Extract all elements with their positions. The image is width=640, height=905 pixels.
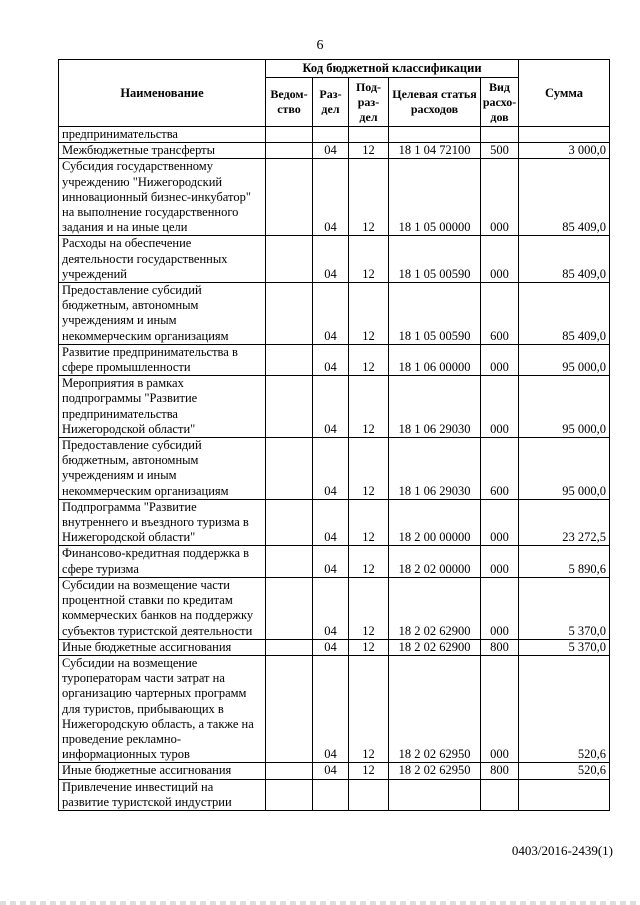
table-row: [59, 577, 610, 639]
cell-name: Иные бюджетные ассигнования: [59, 763, 266, 779]
cell-vid: 800: [481, 639, 519, 655]
cell-summa: 95 000,0: [519, 438, 610, 500]
cell-ved: [266, 127, 313, 143]
cell-podrazdel: 12: [349, 577, 389, 639]
scan-edge: [0, 901, 640, 905]
cell-summa: 95 000,0: [519, 376, 610, 438]
table-body: [59, 127, 610, 811]
table-row: [59, 655, 610, 762]
cell-vid: [481, 127, 519, 143]
table-row: [59, 236, 610, 283]
cell-statya: 18 1 06 29030: [389, 376, 481, 438]
cell-razdel: [313, 779, 349, 810]
cell-ved: [266, 655, 313, 762]
cell-ved: [266, 438, 313, 500]
cell-ved: [266, 577, 313, 639]
table-row: [59, 344, 610, 375]
cell-statya: 18 1 05 00590: [389, 283, 481, 345]
cell-statya: 18 1 05 00000: [389, 159, 481, 236]
cell-ved: [266, 283, 313, 345]
cell-name: Предоставление субсидий бюджетным, автономным учреждениям и иным некоммерческим организациям: [59, 438, 266, 500]
cell-summa: 85 409,0: [519, 283, 610, 345]
cell-summa: 95 000,0: [519, 344, 610, 375]
cell-vid: 000: [481, 546, 519, 577]
cell-summa: [519, 779, 610, 810]
header-celevaya: Целевая статья расходов: [389, 78, 481, 127]
cell-vid: 000: [481, 344, 519, 375]
cell-podrazdel: 12: [349, 763, 389, 779]
cell-ved: [266, 236, 313, 283]
cell-summa: 85 409,0: [519, 159, 610, 236]
cell-name: Подпрограмма "Развитие внутреннего и въездного туризма в Нижегородской области": [59, 499, 266, 546]
header-podrazdel: Под-раз-дел: [349, 78, 389, 127]
cell-podrazdel: [349, 779, 389, 810]
cell-name: Развитие предпринимательства в сфере промышленности: [59, 344, 266, 375]
cell-name: Иные бюджетные ассигнования: [59, 639, 266, 655]
cell-statya: 18 2 02 62900: [389, 639, 481, 655]
table-row: [59, 127, 610, 143]
table-row: [59, 546, 610, 577]
cell-podrazdel: 12: [349, 639, 389, 655]
cell-summa: 520,6: [519, 655, 610, 762]
cell-statya: 18 1 05 00590: [389, 236, 481, 283]
cell-name: Мероприятия в рамках подпрограммы "Развитие предпринимательства Нижегородской области": [59, 376, 266, 438]
cell-vid: 500: [481, 143, 519, 159]
cell-podrazdel: 12: [349, 655, 389, 762]
cell-name: Предоставление субсидий бюджетным, автономным учреждениям и иным некоммерческим организациям: [59, 283, 266, 345]
table-row: [59, 639, 610, 655]
cell-podrazdel: 12: [349, 236, 389, 283]
cell-razdel: 04: [313, 438, 349, 500]
cell-vid: 800: [481, 763, 519, 779]
cell-statya: 18 2 02 62900: [389, 577, 481, 639]
cell-vid: 000: [481, 236, 519, 283]
header-vedomstvo: Ведом-ство: [266, 78, 313, 127]
cell-vid: 000: [481, 655, 519, 762]
cell-statya: 18 1 04 72100: [389, 143, 481, 159]
cell-summa: 5 370,0: [519, 639, 610, 655]
cell-razdel: 04: [313, 376, 349, 438]
cell-razdel: 04: [313, 655, 349, 762]
table-row: [59, 438, 610, 500]
cell-summa: [519, 127, 610, 143]
cell-razdel: [313, 127, 349, 143]
cell-podrazdel: 12: [349, 546, 389, 577]
cell-podrazdel: 12: [349, 344, 389, 375]
cell-podrazdel: 12: [349, 376, 389, 438]
cell-name: Межбюджетные трансферты: [59, 143, 266, 159]
header-code-group: Код бюджетной классификации: [266, 60, 519, 78]
cell-summa: 5 370,0: [519, 577, 610, 639]
cell-summa: 520,6: [519, 763, 610, 779]
document-code: 0403/2016-2439(1): [511, 843, 613, 858]
cell-podrazdel: [349, 127, 389, 143]
cell-razdel: 04: [313, 283, 349, 345]
table-row: [59, 283, 610, 345]
cell-summa: 85 409,0: [519, 236, 610, 283]
cell-ved: [266, 763, 313, 779]
cell-vid: 000: [481, 376, 519, 438]
header-name: Наименование: [59, 60, 266, 127]
cell-razdel: 04: [313, 344, 349, 375]
cell-podrazdel: 12: [349, 438, 389, 500]
page-number: 6: [316, 38, 324, 53]
cell-statya: 18 1 06 29030: [389, 438, 481, 500]
cell-statya: 18 1 06 00000: [389, 344, 481, 375]
cell-razdel: 04: [313, 499, 349, 546]
cell-name: Субсидия государственному учреждению "Нижегородский инновационный бизнес-инкубатор" на выполнение государственного задания и на иные цели: [59, 159, 266, 236]
cell-ved: [266, 376, 313, 438]
cell-razdel: 04: [313, 236, 349, 283]
cell-vid: 600: [481, 283, 519, 345]
header-summa: Сумма: [519, 60, 610, 127]
budget-table: [58, 59, 610, 811]
cell-ved: [266, 159, 313, 236]
cell-statya: [389, 127, 481, 143]
cell-razdel: 04: [313, 763, 349, 779]
table-row: [59, 376, 610, 438]
cell-razdel: 04: [313, 143, 349, 159]
cell-name: Расходы на обеспечение деятельности государственных учреждений: [59, 236, 266, 283]
cell-summa: 5 890,6: [519, 546, 610, 577]
cell-summa: 23 272,5: [519, 499, 610, 546]
cell-podrazdel: 12: [349, 143, 389, 159]
cell-vid: 600: [481, 438, 519, 500]
cell-podrazdel: 12: [349, 283, 389, 345]
table-row: [59, 499, 610, 546]
cell-ved: [266, 143, 313, 159]
cell-name: Субсидии на возмещение туроператорам части затрат на организацию чартерных программ для туристов, прибывающих в Нижегородскую область, а также на проведение рекламно-информационных туров: [59, 655, 266, 762]
cell-podrazdel: 12: [349, 499, 389, 546]
cell-statya: 18 2 02 62950: [389, 655, 481, 762]
cell-razdel: 04: [313, 546, 349, 577]
cell-statya: 18 2 02 62950: [389, 763, 481, 779]
cell-name: Финансово-кредитная поддержка в сфере туризма: [59, 546, 266, 577]
cell-statya: 18 2 02 00000: [389, 546, 481, 577]
cell-statya: 18 2 00 00000: [389, 499, 481, 546]
cell-vid: [481, 779, 519, 810]
table-row: [59, 159, 610, 236]
cell-podrazdel: 12: [349, 159, 389, 236]
cell-razdel: 04: [313, 639, 349, 655]
cell-name: предпринимательства: [59, 127, 266, 143]
table-row: [59, 763, 610, 779]
header-razdel: Раз-дел: [313, 78, 349, 127]
cell-razdel: 04: [313, 159, 349, 236]
cell-name: Субсидии на возмещение части процентной ставки по кредитам коммерческих банков на поддержку субъектов туристской деятельности: [59, 577, 266, 639]
cell-ved: [266, 344, 313, 375]
cell-summa: 3 000,0: [519, 143, 610, 159]
table-row: [59, 779, 610, 810]
cell-statya: [389, 779, 481, 810]
table-header: [59, 60, 610, 127]
cell-ved: [266, 546, 313, 577]
cell-ved: [266, 499, 313, 546]
cell-name: Привлечение инвестиций на развитие туристской индустрии: [59, 779, 266, 810]
cell-vid: 000: [481, 499, 519, 546]
cell-vid: 000: [481, 159, 519, 236]
table-row: [59, 143, 610, 159]
cell-ved: [266, 779, 313, 810]
cell-razdel: 04: [313, 577, 349, 639]
cell-vid: 000: [481, 577, 519, 639]
header-vid: Вид расхо-дов: [481, 78, 519, 127]
cell-ved: [266, 639, 313, 655]
